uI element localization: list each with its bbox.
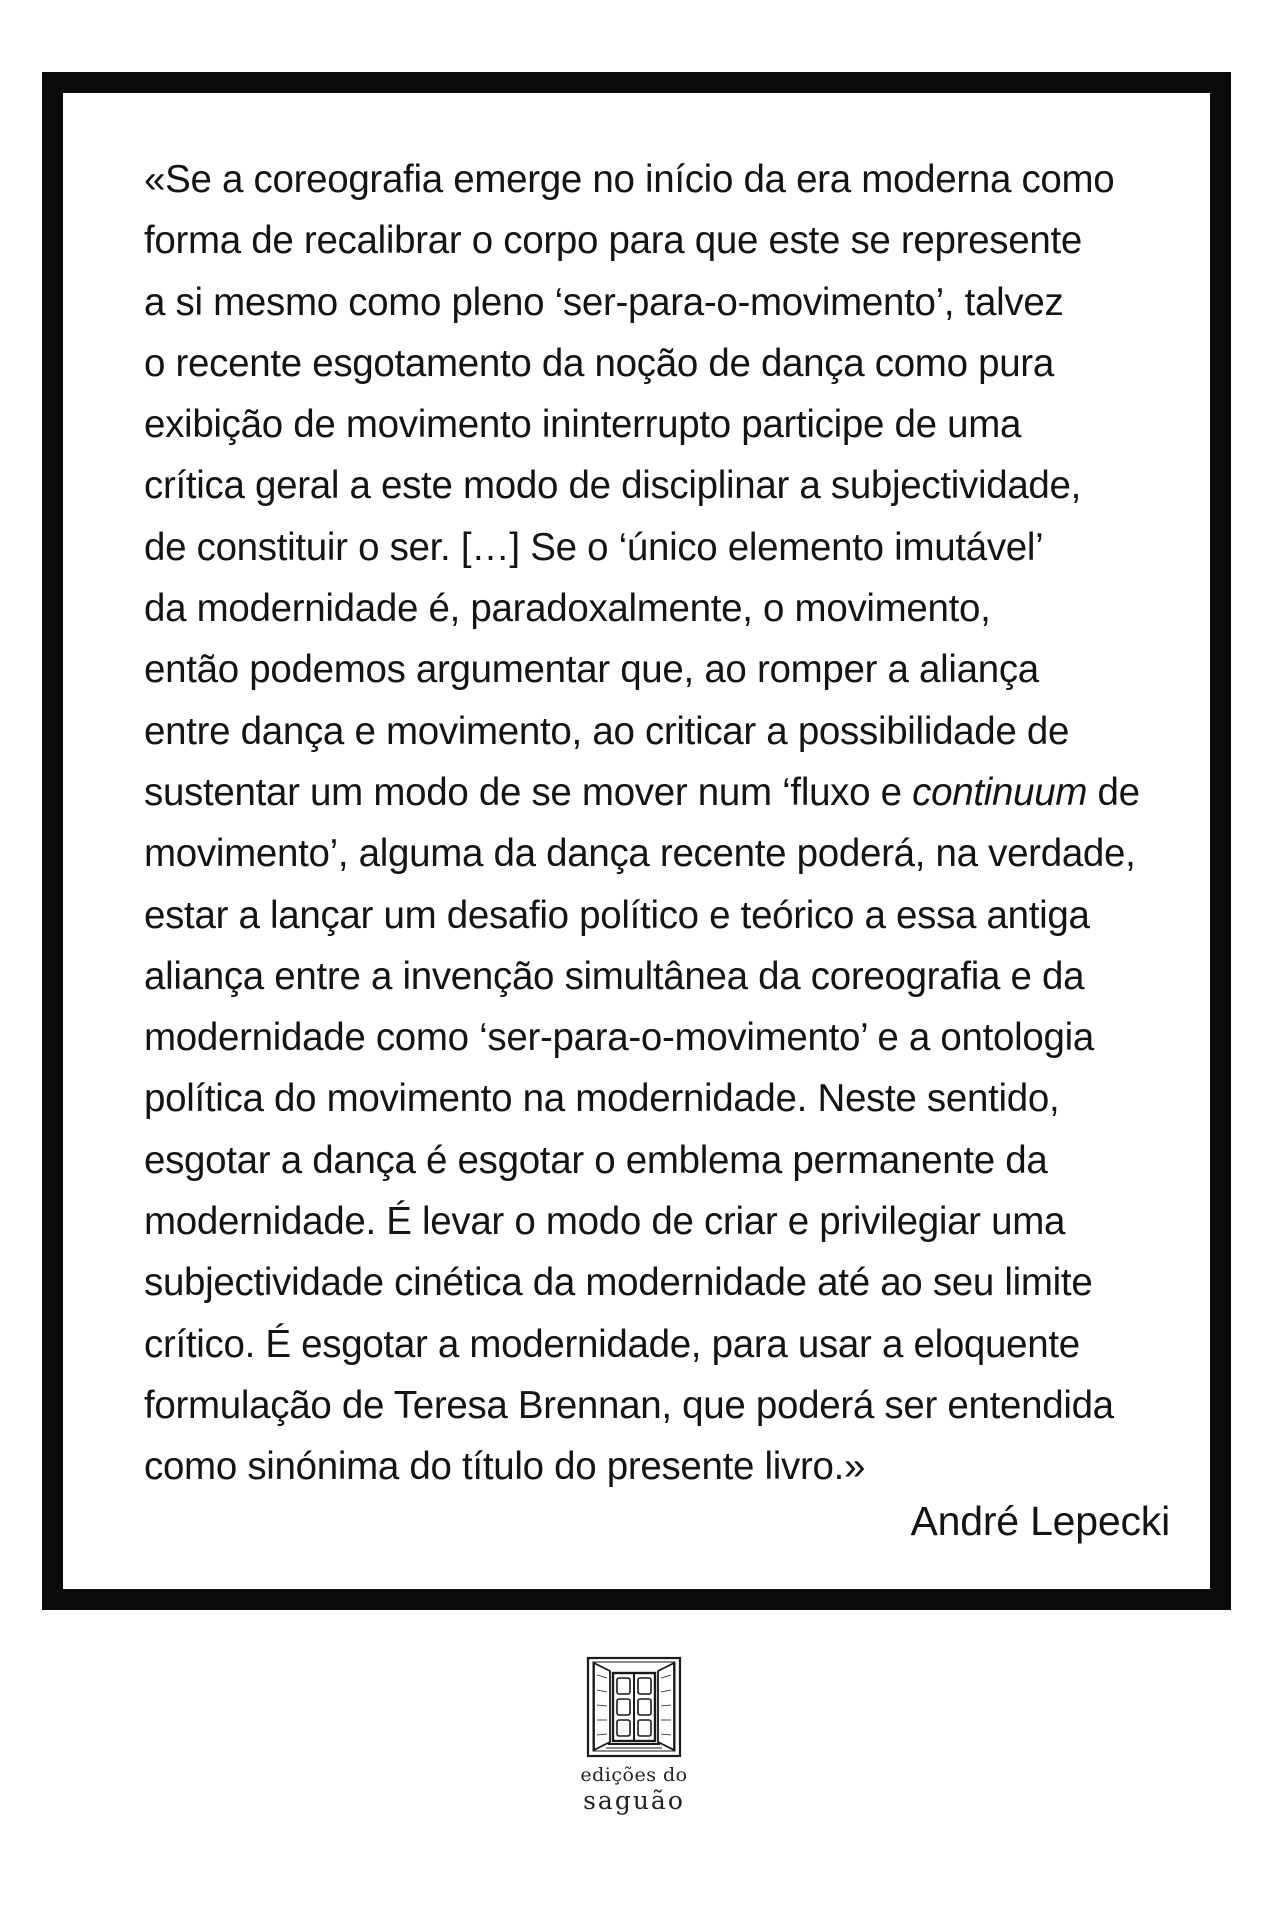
window-icon xyxy=(580,1655,688,1759)
quote-text xyxy=(144,149,1140,1498)
quote-line: de constituir o ser. […] Se o ‘único elemento imutável’ xyxy=(144,525,1044,569)
quote-line: forma de recalibrar o corpo para que este se represente xyxy=(144,219,1082,263)
quote-line: esgotar a dança é esgotar o emblema permanente da xyxy=(144,1138,1048,1182)
quote-author: André Lepecki xyxy=(910,1498,1170,1544)
quote-line: entre dança e movimento, ao criticar a possibilidade de xyxy=(144,709,1070,753)
quote-line-segment: de xyxy=(1087,770,1140,814)
quote-line: formulação de Teresa Brennan, que poderá ser entendida xyxy=(144,1383,1114,1427)
quote-line xyxy=(144,762,1140,823)
quote-line: como sinónima do título do presente livro.» xyxy=(144,1445,866,1489)
quote-line: então podemos argumentar que, ao romper a aliança xyxy=(144,648,1039,692)
quote-line: crítico. É esgotar a modernidade, para usar a eloquente xyxy=(144,1322,1080,1366)
publisher-name-line2: saguão xyxy=(583,1785,685,1815)
quote-line: aliança entre a invenção simultânea da coreografia e da xyxy=(144,954,1085,998)
quote-line: «Se a coreografia emerge no início da era moderna como xyxy=(144,158,1115,201)
quote-line: movimento’, alguma da dança recente poderá, na verdade, xyxy=(144,832,1136,876)
quote-line-segment: sustentar um modo de se mover num ‘fluxo e xyxy=(144,770,913,814)
quote-line: estar a lançar um desafio político e teórico a essa antiga xyxy=(144,893,1090,937)
quote-line: modernidade. É levar o modo de criar e privilegiar uma xyxy=(144,1200,1066,1244)
quote-line: exibição de movimento ininterrupto participe de uma xyxy=(144,403,1022,447)
publisher-name xyxy=(534,1765,734,1816)
quote-line: política do movimento na modernidade. Neste sentido, xyxy=(144,1077,1060,1121)
quote-line: modernidade como ‘ser-para-o-movimento’ e a ontologia xyxy=(144,1016,1094,1060)
quote-line: a si mesmo como pleno ‘ser-para-o-movimento’, talvez xyxy=(144,280,1064,324)
publisher-mark xyxy=(534,1655,734,1816)
quote-line: crítica geral a este modo de disciplinar a subjectividade, xyxy=(144,464,1082,508)
publisher-name-line1: edições do xyxy=(580,1764,688,1786)
quote-box xyxy=(42,72,1231,1610)
quote-line: o recente esgotamento da noção de dança como pura xyxy=(144,341,1054,385)
quote-line: subjectividade cinética da modernidade até ao seu limite xyxy=(144,1261,1093,1305)
quote-line-italic: continuum xyxy=(912,770,1088,814)
quote-line: da modernidade é, paradoxalmente, o movimento, xyxy=(144,587,991,631)
